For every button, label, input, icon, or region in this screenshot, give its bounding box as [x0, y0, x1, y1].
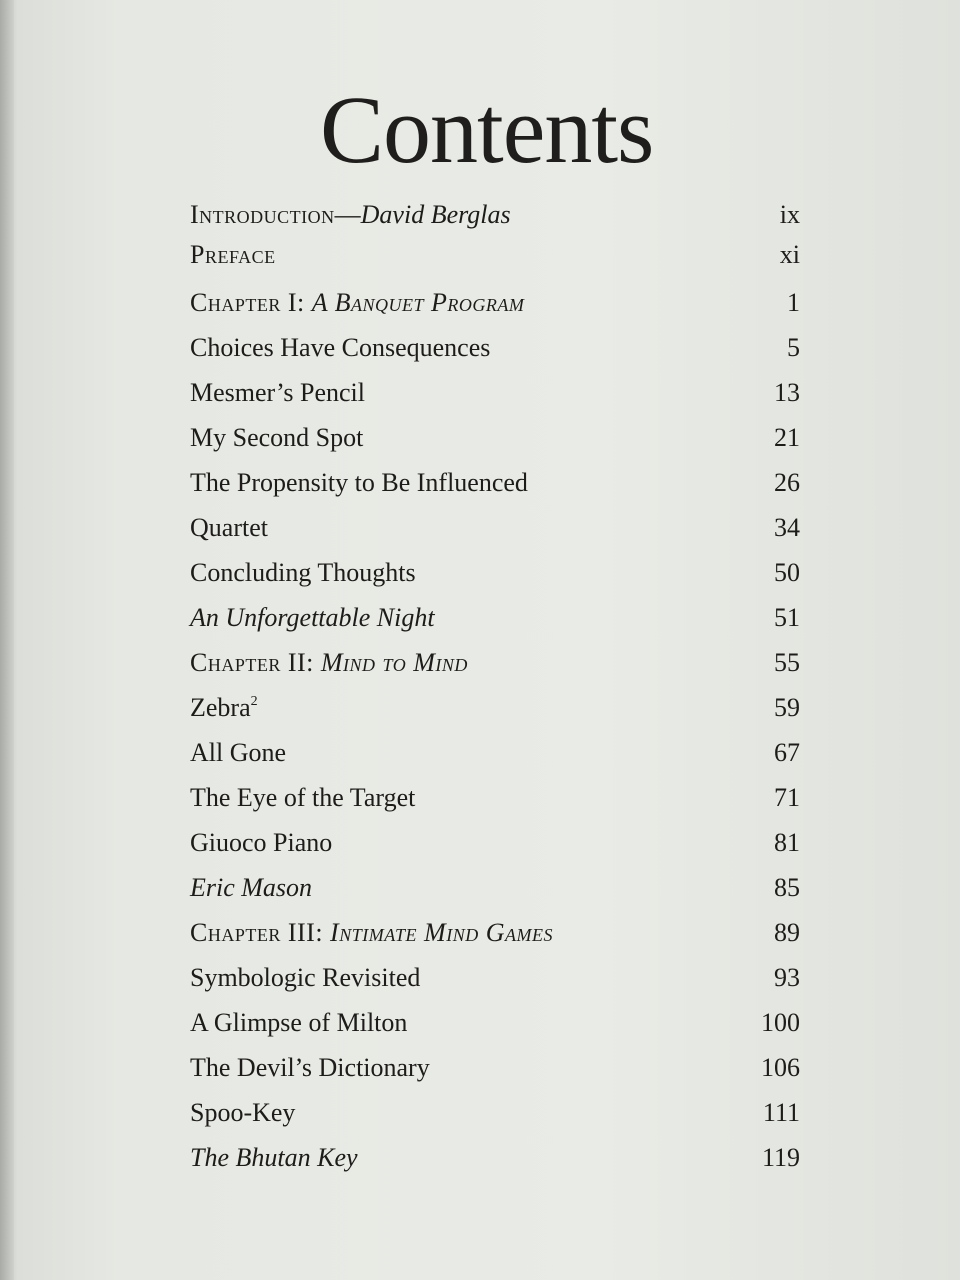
toc-entry — [190, 513, 800, 553]
entry-label: The Devil’s Dictionary — [190, 1053, 430, 1082]
page-number: 106 — [761, 1053, 800, 1082]
page-number: 34 — [774, 513, 800, 542]
page-number: 81 — [774, 828, 800, 857]
toc-entry — [190, 333, 800, 373]
toc-entry — [190, 873, 800, 913]
entry-label: Zebra$^2$ — [190, 693, 258, 722]
entry-label: Chapter I: A Banquet Program — [190, 288, 525, 317]
entry-label: All Gone — [190, 738, 287, 767]
toc-entry — [190, 1143, 800, 1183]
toc-entry — [190, 828, 800, 868]
page-number: 93 — [774, 963, 800, 992]
page-number: 5 — [787, 333, 800, 362]
entry-label: Concluding Thoughts — [190, 558, 416, 587]
page-number: 100 — [761, 1008, 800, 1037]
page-number: 51 — [774, 603, 800, 632]
toc-entry-introduction — [190, 200, 800, 240]
page-number: xi — [779, 240, 800, 269]
entry-label: Preface — [190, 240, 276, 269]
page-number: 111 — [762, 1098, 800, 1127]
entry-label: Eric Mason — [190, 873, 313, 902]
toc-entry — [190, 738, 800, 778]
entry-label: Introduction—David Berglas — [190, 200, 511, 229]
toc-entry — [190, 558, 800, 598]
page-number: 1 — [787, 288, 800, 317]
page-number: 71 — [774, 783, 800, 812]
page-number: 21 — [774, 423, 800, 452]
entry-label: Giuoco Piano — [190, 828, 333, 857]
toc-entry-chapter-2 — [190, 648, 800, 688]
page-number: 89 — [774, 918, 800, 947]
entry-label: Spoo-Key — [190, 1098, 296, 1127]
page-number: 13 — [774, 378, 800, 407]
entry-label: Symbologic Revisited — [190, 963, 421, 992]
entry-label: The Eye of the Target — [190, 783, 416, 812]
entry-label: The Bhutan Key — [190, 1143, 358, 1172]
page-number: 119 — [761, 1143, 800, 1172]
toc-entry-preface — [190, 240, 800, 280]
toc-entry-chapter-1 — [190, 288, 800, 328]
entry-label: The Propensity to Be Influenced — [190, 468, 528, 497]
toc-entry — [190, 423, 800, 463]
toc-entry — [190, 468, 800, 508]
entry-label: Mesmer’s Pencil — [190, 378, 365, 407]
superscript: 2 — [250, 694, 258, 709]
toc-entry — [190, 1098, 800, 1138]
entry-label: An Unforgettable Night — [190, 603, 435, 632]
page-number: 59 — [774, 693, 800, 722]
toc-entry-chapter-3 — [190, 918, 800, 958]
entry-label: Choices Have Consequences — [190, 333, 491, 362]
page-number: 85 — [774, 873, 800, 902]
toc-entry — [190, 783, 800, 823]
toc-entry — [190, 378, 800, 418]
page-number: 67 — [774, 738, 800, 767]
page-number: 55 — [774, 648, 800, 677]
entry-label: My Second Spot — [190, 423, 364, 452]
toc-entry — [190, 1008, 800, 1048]
toc-entry — [190, 603, 800, 643]
toc-entry — [190, 693, 800, 733]
entry-label: Chapter II: Mind to Mind — [190, 648, 468, 677]
page-number: 26 — [774, 468, 800, 497]
toc-entry — [190, 963, 800, 1003]
entry-label: A Glimpse of Milton — [190, 1008, 408, 1037]
entry-label: Chapter III: Intimate Mind Games — [190, 918, 553, 947]
page-title: Contents — [320, 76, 654, 183]
page-number: 50 — [774, 558, 800, 587]
entry-label: Quartet — [190, 513, 268, 542]
page-number: ix — [779, 200, 800, 229]
toc-entry — [190, 1053, 800, 1093]
